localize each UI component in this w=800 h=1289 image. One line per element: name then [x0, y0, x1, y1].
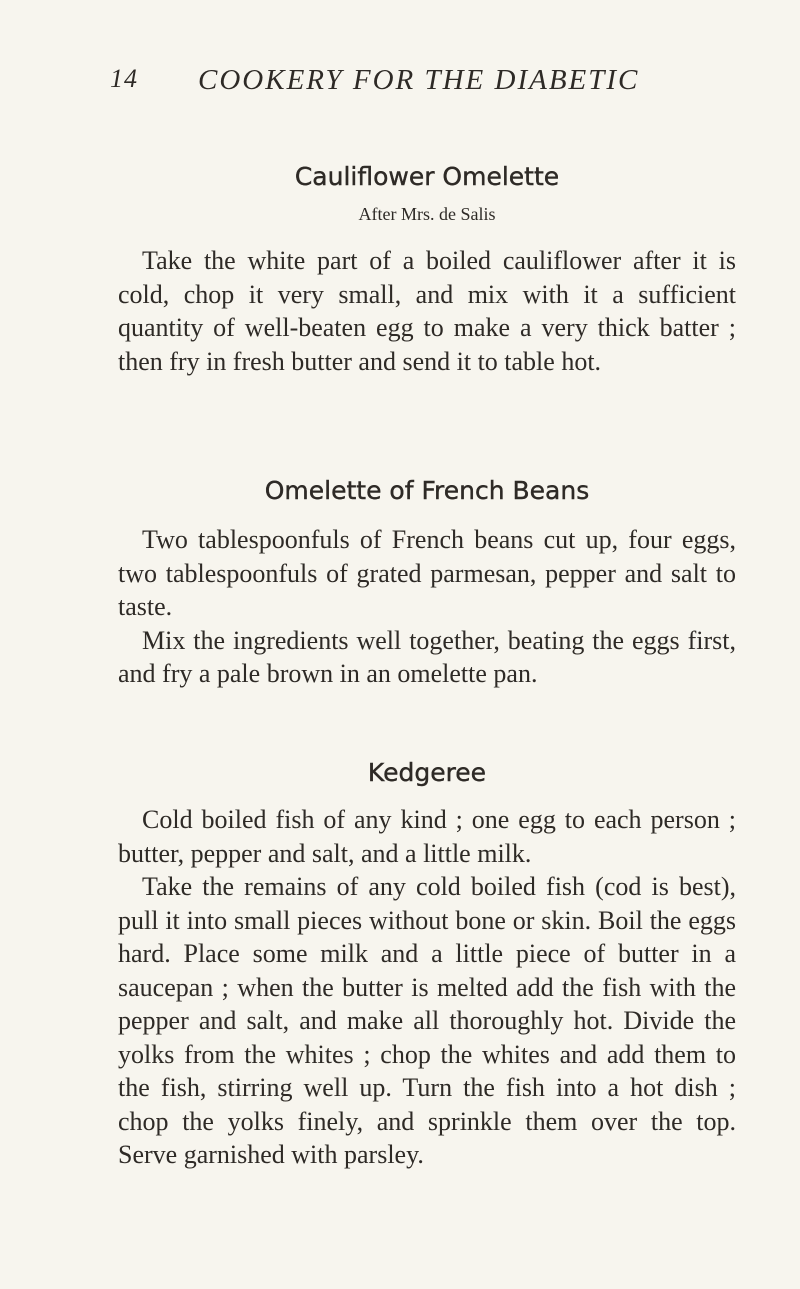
recipe-paragraph: Take the white part of a boiled cauliflower after it is cold, chop it very small, and mix with it a sufficient quantity of well-beaten egg to make a very thick batter ; then fry in fresh butter and send it to table hot. [118, 246, 736, 376]
recipe-cauliflower-omelette [118, 162, 736, 378]
recipe-attribution: After Mrs. de Salis [358, 204, 496, 224]
recipe-method-paragraph: Take the remains of any cold boiled fish (cod is best), pull it into small pieces without bone or skin. Boil the eggs hard. Place some milk and a little piece of butter in a saucepan ; when the butter is melted add the fish with the pepper and salt, and make all thoroughly hot. Divide the yolks from the whites ; chop the whites and add them to the fish, stirring well up. Turn the fish into a hot dish ; chop the yolks finely, and sprinkle them over the top. Serve garnished with parsley. [118, 872, 736, 1169]
recipe-kedgeree [118, 758, 736, 1172]
recipe-title: Omelette of French Beans [264, 476, 590, 505]
recipe-omelette-of-french-beans [118, 476, 736, 691]
page-number: 14 [110, 64, 138, 93]
recipe-title: Kedgeree [367, 758, 487, 787]
recipe-title: Cauliflower Omelette [294, 162, 560, 191]
recipe-ingredients-paragraph: Cold boiled fish of any kind ; one egg to each person ; butter, pepper and salt, and a little milk. [118, 805, 736, 868]
recipe-ingredients-paragraph: Two tablespoonfuls of French beans cut up, four eggs, two tablespoonfuls of grated parmesan, pepper and salt to taste. [118, 525, 736, 621]
recipe-method-paragraph: Mix the ingredients well together, beating the eggs first, and fry a pale brown in an omelette pan. [118, 625, 736, 688]
running-head [0, 64, 800, 104]
book-title: COOKERY FOR THE DIABETIC [198, 64, 640, 96]
